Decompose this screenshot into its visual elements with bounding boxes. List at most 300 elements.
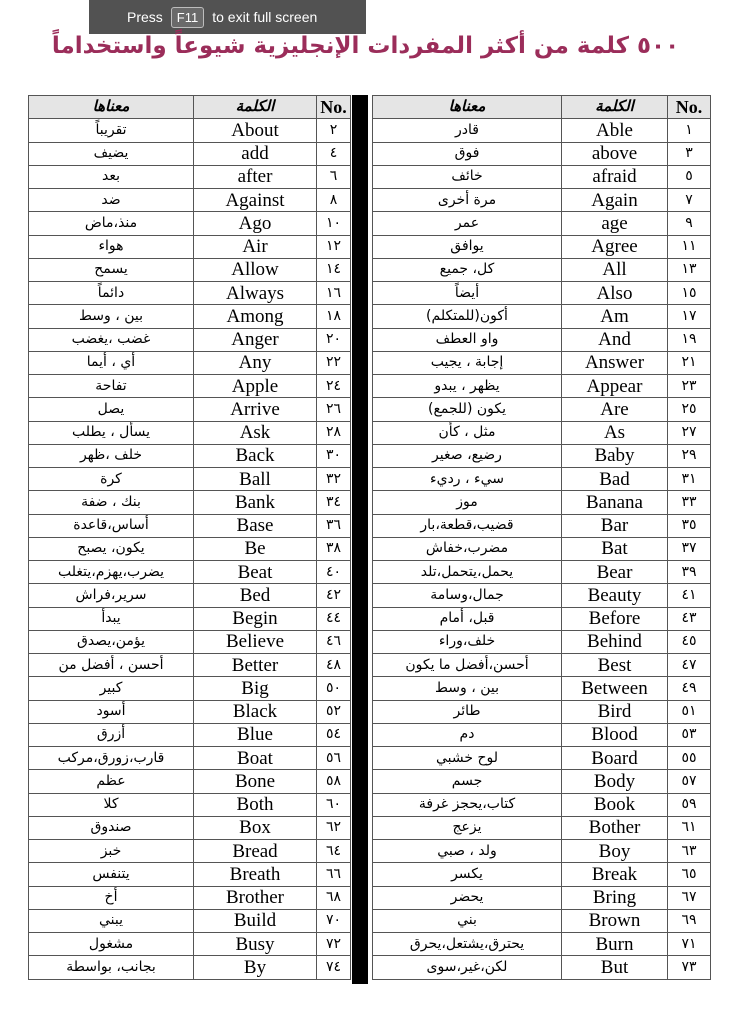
number-cell: ٤٢: [317, 584, 351, 607]
word-cell: Ask: [194, 421, 317, 444]
table-row: [29, 282, 351, 305]
meaning-cell: ولد ، صبي: [373, 840, 562, 863]
word-cell: Bread: [194, 840, 317, 863]
number-cell: ٣٥: [668, 514, 711, 537]
table-row: [29, 793, 351, 816]
table-row: [29, 840, 351, 863]
table-row: [29, 514, 351, 537]
number-cell: ٨: [317, 189, 351, 212]
table-row: [29, 863, 351, 886]
meaning-cell: أيضاً: [373, 282, 562, 305]
vocabulary-tables: [28, 95, 710, 985]
word-cell: Before: [562, 607, 668, 630]
number-cell: ٦٥: [668, 863, 711, 886]
number-cell: ٤٤: [317, 607, 351, 630]
number-cell: ١١: [668, 235, 711, 258]
table-row: [29, 119, 351, 142]
table-row: [373, 654, 711, 677]
number-cell: ٧٤: [317, 956, 351, 979]
table-row: [29, 584, 351, 607]
table-row: [29, 956, 351, 979]
meaning-cell: لوح خشبي: [373, 747, 562, 770]
meaning-cell: يتنفس: [29, 863, 194, 886]
number-cell: ٥٠: [317, 677, 351, 700]
meaning-cell: يوافق: [373, 235, 562, 258]
word-cell: after: [194, 165, 317, 188]
number-cell: ١٠: [317, 212, 351, 235]
word-cell: Bed: [194, 584, 317, 607]
table-row: [373, 468, 711, 491]
number-cell: ١٥: [668, 282, 711, 305]
banner-press-text: Press: [127, 9, 163, 25]
number-cell: ٤٠: [317, 561, 351, 584]
word-cell: add: [194, 142, 317, 165]
word-cell: Am: [562, 305, 668, 328]
word-cell: Burn: [562, 933, 668, 956]
meaning-header: معناها: [29, 96, 194, 119]
meaning-cell: يظهر ، يبدو: [373, 375, 562, 398]
word-cell: Busy: [194, 933, 317, 956]
number-cell: ٧٠: [317, 909, 351, 932]
meaning-cell: بين ، وسط: [373, 677, 562, 700]
word-cell: Brown: [562, 909, 668, 932]
word-cell: Blue: [194, 723, 317, 746]
table-row: [373, 537, 711, 560]
number-cell: ٦٠: [317, 793, 351, 816]
table-row: [373, 351, 711, 374]
number-cell: ٢٧: [668, 421, 711, 444]
table-row: [373, 793, 711, 816]
table-row: [29, 328, 351, 351]
meaning-cell: يضيف: [29, 142, 194, 165]
table-row: [29, 351, 351, 374]
table-row: [373, 444, 711, 467]
table-row: [29, 723, 351, 746]
meaning-cell: يحترق،يشتعل،يحرق: [373, 933, 562, 956]
meaning-cell: تقريباً: [29, 119, 194, 142]
word-cell: Anger: [194, 328, 317, 351]
table-row: [29, 375, 351, 398]
number-cell: ٤٨: [317, 654, 351, 677]
table-row: [29, 444, 351, 467]
meaning-cell: قبل، أمام: [373, 607, 562, 630]
word-cell: Book: [562, 793, 668, 816]
table-row: [29, 607, 351, 630]
meaning-cell: يسمح: [29, 258, 194, 281]
table-row: [373, 816, 711, 839]
table-row: [29, 816, 351, 839]
number-cell: ٤٣: [668, 607, 711, 630]
table-row: [373, 491, 711, 514]
number-cell: ٥١: [668, 700, 711, 723]
word-cell: Boat: [194, 747, 317, 770]
meaning-cell: بنك ، ضفة: [29, 491, 194, 514]
number-cell: ٤: [317, 142, 351, 165]
number-cell: ٦٦: [317, 863, 351, 886]
meaning-cell: يكون، يصبح: [29, 537, 194, 560]
number-cell: ٥٨: [317, 770, 351, 793]
right-table-body: [373, 119, 711, 979]
meaning-cell: عمر: [373, 212, 562, 235]
meaning-cell: أسود: [29, 700, 194, 723]
number-cell: ١٤: [317, 258, 351, 281]
word-header: الكلمة: [194, 96, 317, 119]
word-cell: Ago: [194, 212, 317, 235]
number-cell: ٣٢: [317, 468, 351, 491]
table-row: [29, 491, 351, 514]
word-cell: Bank: [194, 491, 317, 514]
meaning-cell: تفاحة: [29, 375, 194, 398]
page-title: ٥٠٠ كلمة من أكثر المفردات الإنجليزية شيوعاً واستخداماً: [51, 33, 680, 59]
meaning-cell: أكون(للمتكلم): [373, 305, 562, 328]
number-cell: ٦٤: [317, 840, 351, 863]
number-cell: ٥٥: [668, 747, 711, 770]
word-cell: Behind: [562, 630, 668, 653]
table-header-row: [29, 96, 351, 119]
word-cell: age: [562, 212, 668, 235]
word-cell: Bother: [562, 816, 668, 839]
table-row: [29, 677, 351, 700]
meaning-cell: يبدأ: [29, 607, 194, 630]
table-row: [373, 933, 711, 956]
number-cell: ٦٣: [668, 840, 711, 863]
meaning-cell: خلف،وراء: [373, 630, 562, 653]
meaning-cell: أي ، أيما: [29, 351, 194, 374]
table-row: [373, 328, 711, 351]
number-cell: ٦٧: [668, 886, 711, 909]
meaning-cell: يحضر: [373, 886, 562, 909]
word-cell: Breath: [194, 863, 317, 886]
word-cell: By: [194, 956, 317, 979]
word-header: الكلمة: [562, 96, 668, 119]
table-row: [29, 258, 351, 281]
word-cell: All: [562, 258, 668, 281]
meaning-cell: ضد: [29, 189, 194, 212]
table-row: [29, 468, 351, 491]
table-row: [373, 747, 711, 770]
table-row: [29, 398, 351, 421]
word-cell: Among: [194, 305, 317, 328]
word-cell: Always: [194, 282, 317, 305]
table-row: [373, 212, 711, 235]
number-cell: ٧٢: [317, 933, 351, 956]
table-row: [29, 770, 351, 793]
table-row: [373, 770, 711, 793]
meaning-cell: كل، جميع: [373, 258, 562, 281]
number-cell: ٥: [668, 165, 711, 188]
meaning-cell: مرة أخرى: [373, 189, 562, 212]
table-row: [373, 142, 711, 165]
word-cell: above: [562, 142, 668, 165]
number-cell: ٦٢: [317, 816, 351, 839]
table-row: [373, 421, 711, 444]
table-row: [373, 305, 711, 328]
meaning-cell: مضرب،خفاش: [373, 537, 562, 560]
word-cell: Beauty: [562, 584, 668, 607]
meaning-cell: خبز: [29, 840, 194, 863]
meaning-cell: موز: [373, 491, 562, 514]
number-cell: ٤٥: [668, 630, 711, 653]
word-cell: Base: [194, 514, 317, 537]
meaning-cell: كبير: [29, 677, 194, 700]
number-cell: ٣٨: [317, 537, 351, 560]
number-cell: ٣٤: [317, 491, 351, 514]
meaning-cell: منذ،ماض: [29, 212, 194, 235]
word-cell: Ball: [194, 468, 317, 491]
table-row: [29, 421, 351, 444]
table-header-row: [373, 96, 711, 119]
number-cell: ٢٠: [317, 328, 351, 351]
table-row: [29, 561, 351, 584]
meaning-cell: أساس،قاعدة: [29, 514, 194, 537]
meaning-cell: يصل: [29, 398, 194, 421]
word-cell: Believe: [194, 630, 317, 653]
meaning-cell: خائف: [373, 165, 562, 188]
table-row: [29, 305, 351, 328]
word-cell: Bear: [562, 561, 668, 584]
table-row: [29, 886, 351, 909]
banner-key-badge: F11: [171, 7, 204, 28]
meaning-cell: بعد: [29, 165, 194, 188]
table-row: [373, 700, 711, 723]
meaning-cell: قارب،زورق،مركب: [29, 747, 194, 770]
table-row: [373, 119, 711, 142]
word-cell: Be: [194, 537, 317, 560]
number-cell: ١٧: [668, 305, 711, 328]
number-cell: ٢٣: [668, 375, 711, 398]
word-cell: Bat: [562, 537, 668, 560]
number-cell: ٤٩: [668, 677, 711, 700]
number-cell: ٣: [668, 142, 711, 165]
meaning-cell: قضيب،قطعة،بار: [373, 514, 562, 537]
table-row: [373, 282, 711, 305]
meaning-cell: أحسن ، أفضل من: [29, 654, 194, 677]
word-cell: Answer: [562, 351, 668, 374]
table-row: [29, 142, 351, 165]
word-cell: Better: [194, 654, 317, 677]
number-cell: ٤٧: [668, 654, 711, 677]
meaning-cell: مشغول: [29, 933, 194, 956]
word-cell: Apple: [194, 375, 317, 398]
table-row: [373, 584, 711, 607]
meaning-cell: خلف ،ظهر: [29, 444, 194, 467]
number-cell: ١٦: [317, 282, 351, 305]
word-cell: Again: [562, 189, 668, 212]
word-cell: Begin: [194, 607, 317, 630]
word-cell: Bird: [562, 700, 668, 723]
meaning-cell: بين ، وسط: [29, 305, 194, 328]
meaning-cell: قادر: [373, 119, 562, 142]
fullscreen-banner: [89, 0, 366, 34]
meaning-cell: كرة: [29, 468, 194, 491]
table-row: [373, 561, 711, 584]
word-cell: Beat: [194, 561, 317, 584]
table-row: [29, 212, 351, 235]
word-cell: Air: [194, 235, 317, 258]
number-cell: ٥٢: [317, 700, 351, 723]
meaning-cell: أحسن،أفضل ما يكون: [373, 654, 562, 677]
meaning-cell: غضب ،يغضب: [29, 328, 194, 351]
banner-exit-text: to exit full screen: [212, 9, 318, 25]
number-cell: ٣٠: [317, 444, 351, 467]
meaning-header: معناها: [373, 96, 562, 119]
number-cell: ٢٨: [317, 421, 351, 444]
number-cell: ٩: [668, 212, 711, 235]
number-cell: ٤٦: [317, 630, 351, 653]
word-cell: Able: [562, 119, 668, 142]
table-row: [29, 700, 351, 723]
number-cell: ٥٩: [668, 793, 711, 816]
number-cell: ٧: [668, 189, 711, 212]
number-cell: ٥٤: [317, 723, 351, 746]
table-row: [373, 235, 711, 258]
number-cell: ٥٦: [317, 747, 351, 770]
number-cell: ١٣: [668, 258, 711, 281]
meaning-cell: لكن،غير،سوى: [373, 956, 562, 979]
word-cell: Bone: [194, 770, 317, 793]
number-cell: ٣١: [668, 468, 711, 491]
table-row: [29, 654, 351, 677]
meaning-cell: يزعج: [373, 816, 562, 839]
word-cell: Break: [562, 863, 668, 886]
table-row: [373, 886, 711, 909]
meaning-cell: يكون (للجمع): [373, 398, 562, 421]
number-cell: ٦٩: [668, 909, 711, 932]
table-row: [373, 375, 711, 398]
number-cell: ٧١: [668, 933, 711, 956]
word-cell: Any: [194, 351, 317, 374]
number-cell: ٣٧: [668, 537, 711, 560]
table-row: [373, 258, 711, 281]
number-cell: ٢٥: [668, 398, 711, 421]
word-cell: Bad: [562, 468, 668, 491]
meaning-cell: سرير،فراش: [29, 584, 194, 607]
number-cell: ٦: [317, 165, 351, 188]
number-header: No.: [668, 96, 711, 119]
word-cell: Bar: [562, 514, 668, 537]
meaning-cell: يضرب،يهزم،يتغلب: [29, 561, 194, 584]
number-cell: ٣٩: [668, 561, 711, 584]
left-vocab-table: [28, 95, 351, 980]
word-cell: But: [562, 956, 668, 979]
meaning-cell: طائر: [373, 700, 562, 723]
table-row: [29, 933, 351, 956]
meaning-cell: عظم: [29, 770, 194, 793]
number-cell: ٢٢: [317, 351, 351, 374]
table-row: [373, 514, 711, 537]
word-cell: Best: [562, 654, 668, 677]
meaning-cell: فوق: [373, 142, 562, 165]
table-row: [29, 235, 351, 258]
meaning-cell: أزرق: [29, 723, 194, 746]
word-cell: About: [194, 119, 317, 142]
number-cell: ٦١: [668, 816, 711, 839]
meaning-cell: بجانب، بواسطة: [29, 956, 194, 979]
meaning-cell: كلا: [29, 793, 194, 816]
number-cell: ٣٣: [668, 491, 711, 514]
table-row: [373, 956, 711, 979]
number-cell: ٣٦: [317, 514, 351, 537]
word-cell: Agree: [562, 235, 668, 258]
number-cell: ٢٦: [317, 398, 351, 421]
table-row: [373, 398, 711, 421]
meaning-cell: دم: [373, 723, 562, 746]
number-cell: ٢٤: [317, 375, 351, 398]
meaning-cell: يحمل،يتحمل،تلد: [373, 561, 562, 584]
left-table-body: [29, 119, 351, 979]
word-cell: Banana: [562, 491, 668, 514]
word-cell: Build: [194, 909, 317, 932]
word-cell: Arrive: [194, 398, 317, 421]
number-cell: ٥٣: [668, 723, 711, 746]
number-cell: ٤١: [668, 584, 711, 607]
meaning-cell: جمال،وسامة: [373, 584, 562, 607]
number-cell: ٦٨: [317, 886, 351, 909]
word-cell: Between: [562, 677, 668, 700]
word-cell: Are: [562, 398, 668, 421]
number-cell: ٧٣: [668, 956, 711, 979]
word-cell: Box: [194, 816, 317, 839]
meaning-cell: دائماً: [29, 282, 194, 305]
number-cell: ٢: [317, 119, 351, 142]
word-cell: As: [562, 421, 668, 444]
meaning-cell: يسأل ، يطلب: [29, 421, 194, 444]
word-cell: Body: [562, 770, 668, 793]
table-row: [29, 165, 351, 188]
meaning-cell: سيء ، رديء: [373, 468, 562, 491]
word-cell: Appear: [562, 375, 668, 398]
table-row: [29, 747, 351, 770]
column-divider: [352, 95, 368, 984]
meaning-cell: مثل ، كأن: [373, 421, 562, 444]
word-cell: afraid: [562, 165, 668, 188]
number-cell: ١٢: [317, 235, 351, 258]
meaning-cell: يكسر: [373, 863, 562, 886]
word-cell: Against: [194, 189, 317, 212]
meaning-cell: هواء: [29, 235, 194, 258]
meaning-cell: إجابة ، يجيب: [373, 351, 562, 374]
meaning-cell: واو العطف: [373, 328, 562, 351]
table-row: [373, 677, 711, 700]
meaning-cell: يؤمن،يصدق: [29, 630, 194, 653]
word-cell: Brother: [194, 886, 317, 909]
meaning-cell: جسم: [373, 770, 562, 793]
meaning-cell: رضيع، صغير: [373, 444, 562, 467]
table-row: [29, 537, 351, 560]
word-cell: Big: [194, 677, 317, 700]
word-cell: Bring: [562, 886, 668, 909]
word-cell: Blood: [562, 723, 668, 746]
table-row: [373, 165, 711, 188]
table-row: [373, 723, 711, 746]
table-row: [373, 630, 711, 653]
table-row: [29, 630, 351, 653]
meaning-cell: بني: [373, 909, 562, 932]
meaning-cell: أخ: [29, 886, 194, 909]
meaning-cell: كتاب،يحجز غرفة: [373, 793, 562, 816]
number-cell: ٥٧: [668, 770, 711, 793]
table-row: [373, 909, 711, 932]
right-vocab-table: [372, 95, 711, 980]
word-cell: Allow: [194, 258, 317, 281]
number-cell: ٢١: [668, 351, 711, 374]
word-cell: Boy: [562, 840, 668, 863]
number-header: No.: [317, 96, 351, 119]
word-cell: Board: [562, 747, 668, 770]
table-row: [373, 840, 711, 863]
table-row: [29, 909, 351, 932]
number-cell: ١٩: [668, 328, 711, 351]
